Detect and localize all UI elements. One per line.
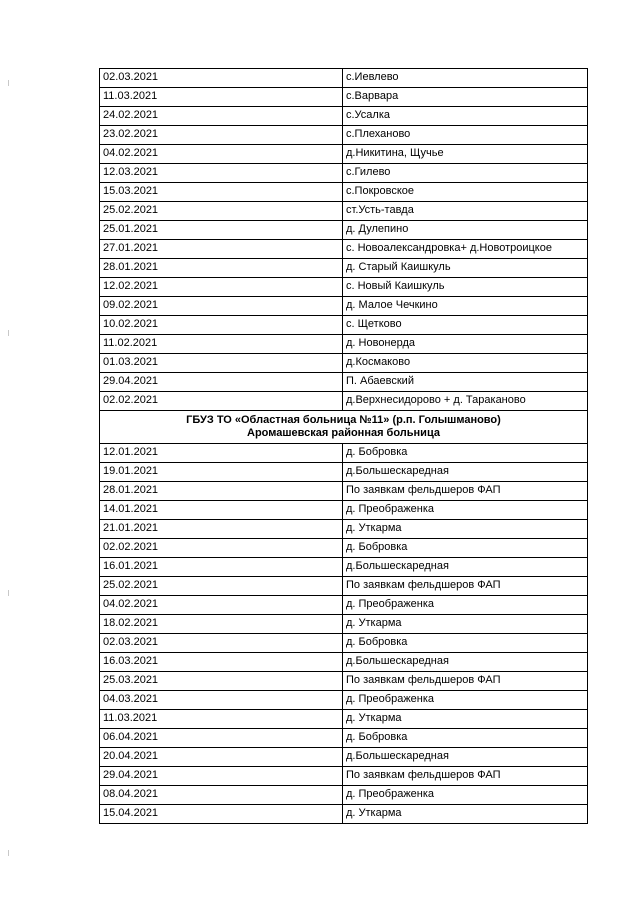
- date-cell: 08.04.2021: [100, 786, 343, 805]
- table-row: [100, 202, 588, 221]
- place-cell: д. Уткарма: [343, 520, 588, 539]
- date-cell: 29.04.2021: [100, 767, 343, 786]
- place-cell: д. Уткарма: [343, 805, 588, 824]
- date-cell: 29.04.2021: [100, 373, 343, 392]
- place-cell: П. Абаевский: [343, 373, 588, 392]
- date-cell: 14.01.2021: [100, 501, 343, 520]
- date-cell: 04.02.2021: [100, 596, 343, 615]
- table-row: [100, 767, 588, 786]
- table-row: [100, 126, 588, 145]
- table-row: [100, 558, 588, 577]
- date-cell: 16.03.2021: [100, 653, 343, 672]
- table-row: [100, 88, 588, 107]
- place-cell: с.Усалка: [343, 107, 588, 126]
- table-row: [100, 577, 588, 596]
- date-cell: 23.02.2021: [100, 126, 343, 145]
- table-row: [100, 444, 588, 463]
- table-row: [100, 463, 588, 482]
- section-header-district: Аромашевская районная больница: [247, 427, 440, 439]
- place-cell: д. Уткарма: [343, 710, 588, 729]
- date-cell: 25.01.2021: [100, 221, 343, 240]
- date-cell: 04.02.2021: [100, 145, 343, 164]
- place-cell: д. Преображенка: [343, 786, 588, 805]
- date-cell: 11.02.2021: [100, 335, 343, 354]
- table-row: [100, 297, 588, 316]
- section-header-hospital: ГБУЗ ТО «Областная больница №11» (р.п. Голышманово): [186, 414, 501, 426]
- place-cell: с.Иевлево: [343, 69, 588, 88]
- date-cell: 12.03.2021: [100, 164, 343, 183]
- date-cell: 06.04.2021: [100, 729, 343, 748]
- table-row: [100, 520, 588, 539]
- section-header: [100, 411, 588, 444]
- table-row: [100, 596, 588, 615]
- place-cell: По заявкам фельдшеров ФАП: [343, 767, 588, 786]
- date-cell: 27.01.2021: [100, 240, 343, 259]
- table-row: [100, 316, 588, 335]
- table-row: [100, 145, 588, 164]
- date-cell: 25.03.2021: [100, 672, 343, 691]
- date-cell: 09.02.2021: [100, 297, 343, 316]
- date-cell: 18.02.2021: [100, 615, 343, 634]
- scan-edge-mark: [8, 590, 9, 596]
- date-cell: 15.04.2021: [100, 805, 343, 824]
- date-cell: 28.01.2021: [100, 482, 343, 501]
- schedule-rows-top: [100, 69, 588, 411]
- place-cell: д. Преображенка: [343, 596, 588, 615]
- date-cell: 28.01.2021: [100, 259, 343, 278]
- date-cell: 04.03.2021: [100, 691, 343, 710]
- date-cell: 02.02.2021: [100, 539, 343, 558]
- place-cell: д.Космаково: [343, 354, 588, 373]
- place-cell: с. Новый Каишкуль: [343, 278, 588, 297]
- place-cell: ст.Усть-тавда: [343, 202, 588, 221]
- table-row: [100, 373, 588, 392]
- table-row: [100, 335, 588, 354]
- date-cell: 21.01.2021: [100, 520, 343, 539]
- table-row: [100, 748, 588, 767]
- table-row: [100, 710, 588, 729]
- table-row: [100, 221, 588, 240]
- place-cell: д. Уткарма: [343, 615, 588, 634]
- table-row: [100, 615, 588, 634]
- section-header-row: [100, 411, 588, 444]
- table-row: [100, 392, 588, 411]
- section-header-group: [100, 411, 588, 444]
- place-cell: По заявкам фельдшеров ФАП: [343, 577, 588, 596]
- place-cell: д. Преображенка: [343, 501, 588, 520]
- table-row: [100, 805, 588, 824]
- table-row: [100, 278, 588, 297]
- date-cell: 11.03.2021: [100, 710, 343, 729]
- table-row: [100, 672, 588, 691]
- date-cell: 16.01.2021: [100, 558, 343, 577]
- place-cell: д.Большескаредная: [343, 748, 588, 767]
- place-cell: д.Большескаредная: [343, 558, 588, 577]
- place-cell: По заявкам фельдшеров ФАП: [343, 482, 588, 501]
- place-cell: д.Верхнесидорово + д. Тараканово: [343, 392, 588, 411]
- table-row: [100, 691, 588, 710]
- table-row: [100, 69, 588, 88]
- scan-edge-mark: [8, 330, 9, 336]
- place-cell: с.Покровское: [343, 183, 588, 202]
- date-cell: 25.02.2021: [100, 202, 343, 221]
- place-cell: д.Большескаредная: [343, 653, 588, 672]
- scan-edge-mark: [8, 850, 9, 856]
- place-cell: с.Варвара: [343, 88, 588, 107]
- place-cell: д. Бобровка: [343, 729, 588, 748]
- place-cell: д. Преображенка: [343, 691, 588, 710]
- date-cell: 24.02.2021: [100, 107, 343, 126]
- place-cell: д. Старый Каишкуль: [343, 259, 588, 278]
- place-cell: По заявкам фельдшеров ФАП: [343, 672, 588, 691]
- date-cell: 12.02.2021: [100, 278, 343, 297]
- table-row: [100, 240, 588, 259]
- schedule-document: [99, 68, 588, 824]
- place-cell: с. Новоалександровка+ д.Новотроицкое: [343, 240, 588, 259]
- table-row: [100, 653, 588, 672]
- date-cell: 02.03.2021: [100, 634, 343, 653]
- place-cell: с. Щетково: [343, 316, 588, 335]
- place-cell: д. Бобровка: [343, 539, 588, 558]
- place-cell: д.Большескаредная: [343, 463, 588, 482]
- place-cell: с.Гилево: [343, 164, 588, 183]
- date-cell: 25.02.2021: [100, 577, 343, 596]
- table-row: [100, 729, 588, 748]
- place-cell: с.Плеханово: [343, 126, 588, 145]
- table-row: [100, 354, 588, 373]
- place-cell: д. Малое Чечкино: [343, 297, 588, 316]
- place-cell: д.Никитина, Щучье: [343, 145, 588, 164]
- date-cell: 20.04.2021: [100, 748, 343, 767]
- date-cell: 11.03.2021: [100, 88, 343, 107]
- date-cell: 02.02.2021: [100, 392, 343, 411]
- schedule-table: [99, 68, 588, 824]
- place-cell: д. Новонерда: [343, 335, 588, 354]
- date-cell: 01.03.2021: [100, 354, 343, 373]
- table-row: [100, 786, 588, 805]
- table-row: [100, 482, 588, 501]
- table-row: [100, 539, 588, 558]
- place-cell: д. Бобровка: [343, 634, 588, 653]
- date-cell: 02.03.2021: [100, 69, 343, 88]
- date-cell: 15.03.2021: [100, 183, 343, 202]
- table-row: [100, 259, 588, 278]
- date-cell: 19.01.2021: [100, 463, 343, 482]
- place-cell: д. Бобровка: [343, 444, 588, 463]
- schedule-rows-bottom: [100, 444, 588, 824]
- place-cell: д. Дулепино: [343, 221, 588, 240]
- scan-edge-mark: [8, 80, 9, 86]
- table-row: [100, 634, 588, 653]
- table-row: [100, 501, 588, 520]
- table-row: [100, 164, 588, 183]
- date-cell: 12.01.2021: [100, 444, 343, 463]
- table-row: [100, 183, 588, 202]
- table-row: [100, 107, 588, 126]
- date-cell: 10.02.2021: [100, 316, 343, 335]
